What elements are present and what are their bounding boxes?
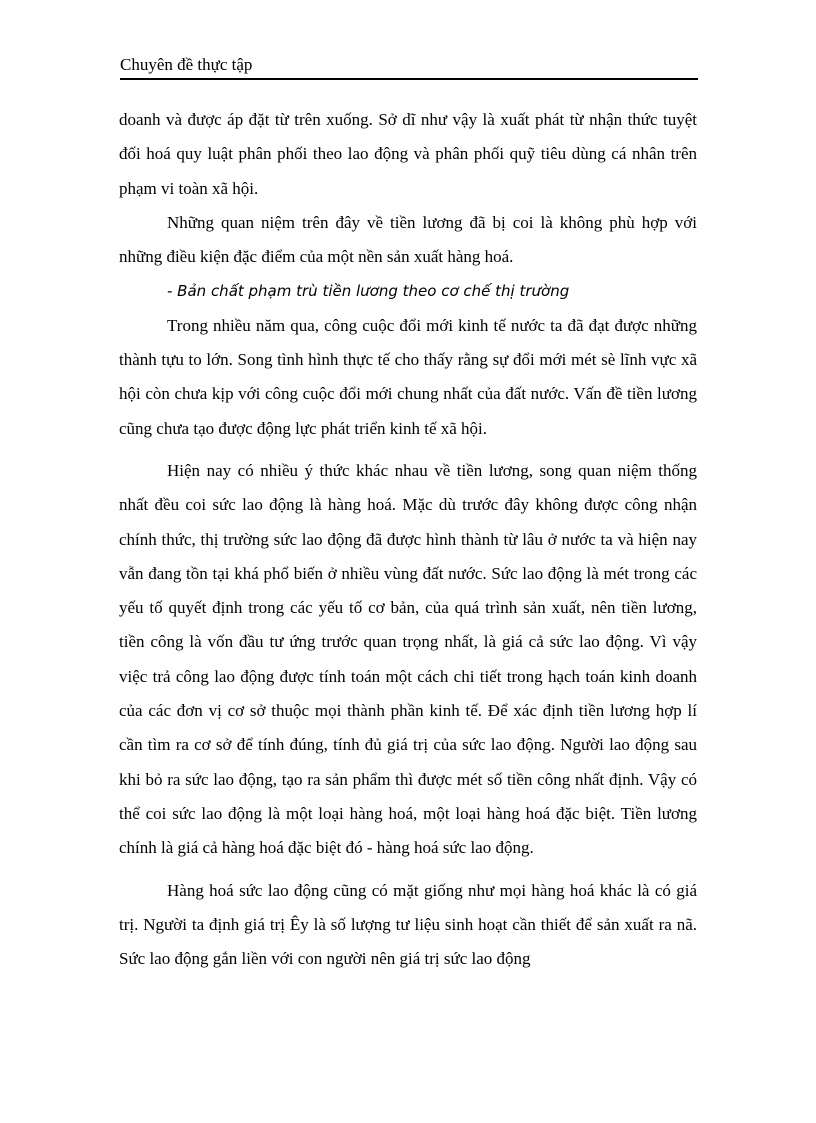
paragraph-concepts: Những quan niệm trên đây về tiền lương đã bị coi là không phù hợp với những điều kiện đặc điểm của một nền sản xuất hàng hoá.	[119, 212, 697, 267]
paragraph-labor-value: Hàng hoá sức lao động cũng có mặt giống như mọi hàng hoá khác là có giá trị. Người ta định giá trị Êy là số lượng tư liệu sinh hoạt cần thiết để sản xuất ra nã. Sức lao động gắn liền với con người nên giá trị sức lao động	[119, 880, 697, 969]
document-body	[119, 103, 697, 976]
section-subheading: - Bản chất phạm trù tiền lương theo cơ chế thị trường	[167, 282, 570, 301]
header-title: Chuyên đề thực tập	[120, 55, 253, 74]
page-header	[120, 50, 698, 80]
paragraph-continuation: doanh và được áp đặt từ trên xuống. Sở dĩ như vậy là xuất phát từ nhận thức tuyệt đối hoá quy luật phân phối theo lao động và phân phối quỹ tiêu dùng cá nhân trên phạm vi toàn xã hội.	[119, 110, 697, 198]
paragraph-reform: Trong nhiều năm qua, công cuộc đổi mới kinh tế nước ta đã đạt được những thành tựu to lớn. Song tình hình thực tế cho thấy rằng sự đổi mới mét sè lĩnh vực xã hội còn chưa kịp với công cuộc đổi mới chung nhất của đất nước. Vấn đề tiền lương cũng chưa tạo được động lực phát triển kinh tế xã hội.	[119, 315, 697, 438]
paragraph-gap	[119, 446, 697, 454]
paragraph-labor-commodity: Hiện nay có nhiều ý thức khác nhau về tiền lương, song quan niệm thống nhất đều coi sức lao động là hàng hoá. Mặc dù trước đây không được công nhận chính thức, thị trường sức lao động đã được hình thành từ lâu ở nước ta và hiện nay vẫn đang tồn tại khá phổ biến ở nhiều vùng đất nước. Sức lao động là mét trong các yếu tố quyết định trong các yếu tố cơ bản, của quá trình sản xuất, nên tiền lương, tiền công là vốn đầu tư ứng trước quan trọng nhất, là giá cả sức lao động. Vì vậy việc trả công lao động được tính toán một cách chi tiết trong hạch toán kinh doanh của các đơn vị cơ sở thuộc mọi thành phần kinh tế. Để xác định tiền lương hợp lí cần tìm ra cơ sở để tính đúng, tính đủ giá trị của sức lao động. Người lao động sau khi bỏ ra sức lao động, tạo ra sản phẩm thì được mét số tiền công nhất định. Vậy có thể coi sức lao động là một loại hàng hoá, một loại hàng hoá đặc biệt. Tiền lương chính là giá cả hàng hoá đặc biệt đó - hàng hoá sức lao động.	[119, 460, 697, 858]
paragraph-gap	[119, 866, 697, 874]
